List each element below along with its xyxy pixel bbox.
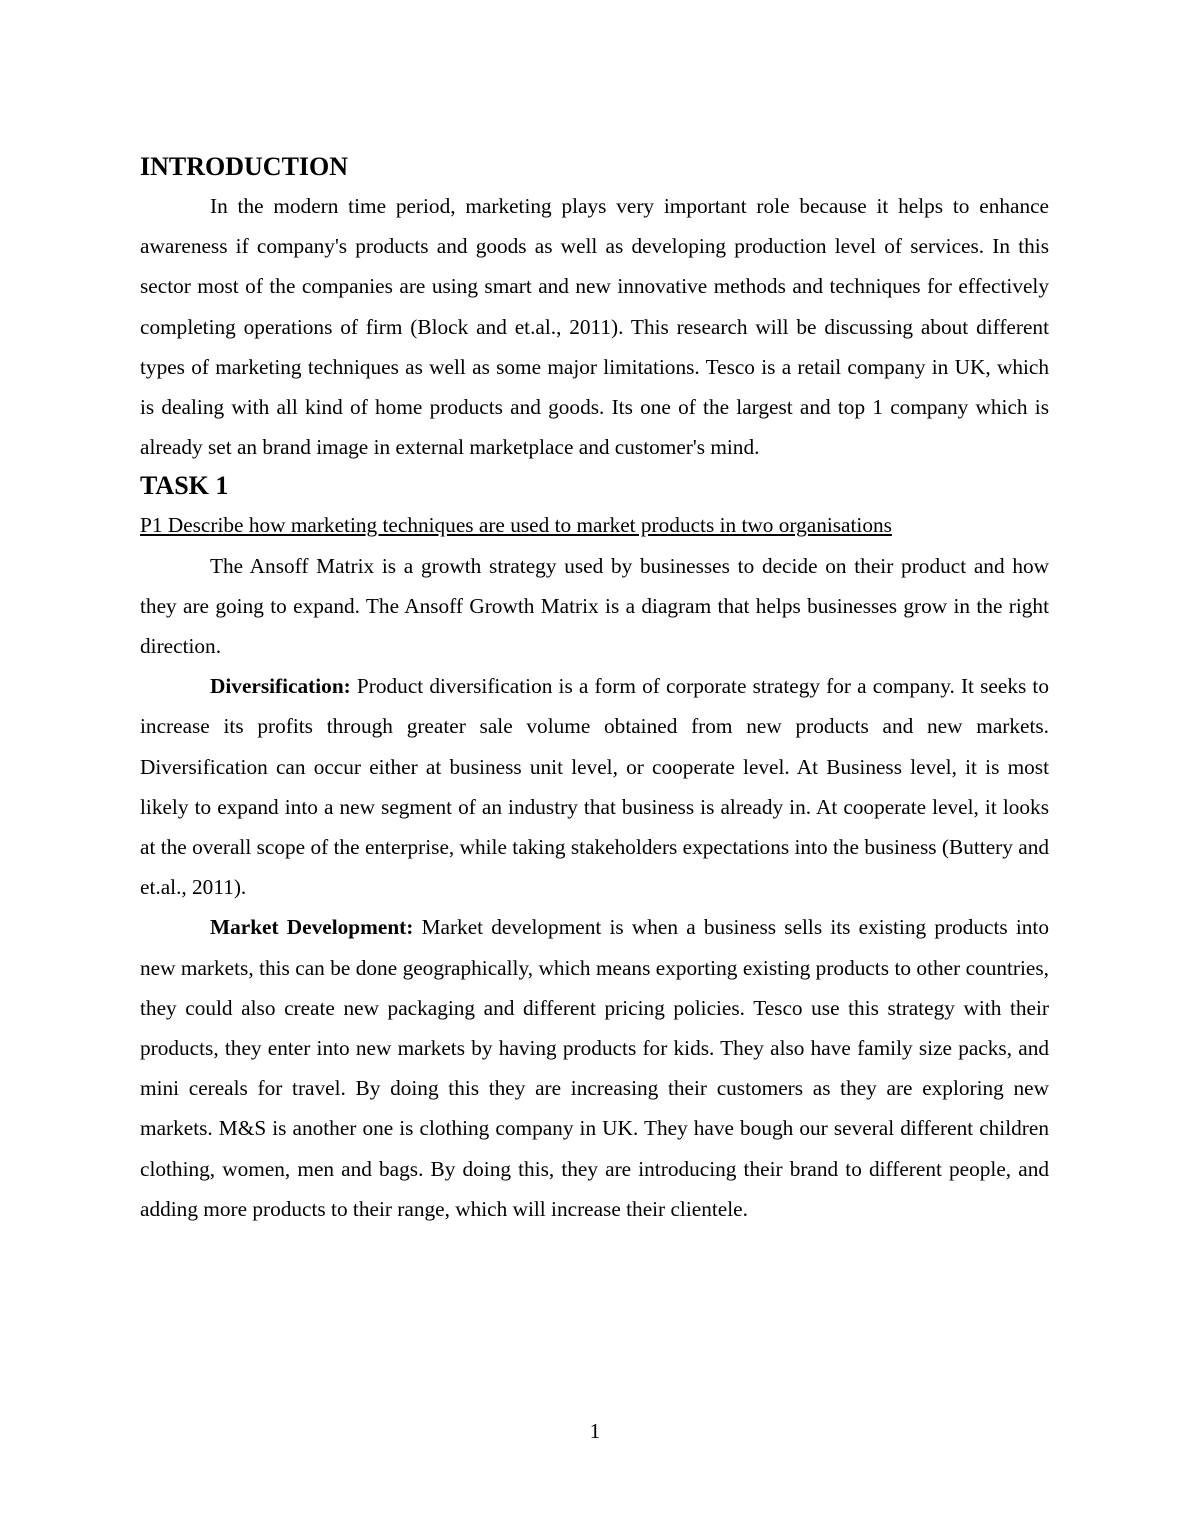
task-1-heading: TASK 1 <box>140 471 229 501</box>
page-number: 1 <box>589 1419 601 1443</box>
introduction-heading: INTRODUCTION <box>140 152 349 181</box>
diversification-text: Product diversification is a form of corporate strategy for a company. It seeks to increase its profits through greater sale volume obtained from new products and new markets. Diversification can occur either at business unit level, or cooperate level. At Business level, it is most likely to expand into a new segment of an industry that business is already in. At cooperate level, it looks at the overall scope of the enterprise, while taking stakeholders expectations into the business (Buttery and et.al., 2011). <box>140 674 1049 900</box>
diversification-paragraph <box>140 666 1049 907</box>
market-development-label: Market Development: <box>210 915 414 940</box>
ansoff-paragraph: The Ansoff Matrix is a growth strategy used by businesses to decide on their product and how they are going to expand. The Ansoff Growth Matrix is a diagram that helps businesses grow in the right direction. <box>140 553 1049 659</box>
market-development-paragraph <box>140 907 1049 1229</box>
p1-subheading: P1 Describe how marketing techniques are used to market products in two organisations <box>140 513 892 538</box>
page-content <box>140 148 1049 1229</box>
introduction-paragraph: In the modern time period, marketing plays very important role because it helps to enhance awareness if company's products and goods as well as developing production level of services. In this sector most of the companies are using smart and new innovative methods and techniques for effectively completing operations of firm (Block and et.al., 2011). This research will be discussing about different types of marketing techniques as well as some major limitations. Tesco is a retail company in UK, which is dealing with all kind of home products and goods. Its one of the largest and top 1 company which is already set an brand image in external marketplace and customer's mind. <box>140 194 1049 460</box>
diversification-label: Diversification: <box>210 674 351 699</box>
market-development-text: Market development is when a business sells its existing products into new markets, this can be done geographically, which means exporting existing products to other countries, they could also create new packaging and different pricing policies. Tesco use this strategy with their products, they enter into new markets by having products for kids. They also have family size packs, and mini cereals for travel. By doing this they are increasing their customers as they are exploring new markets. M&S is another one is clothing company in UK. They have bough our several different children clothing, women, men and bags. By doing this, they are introducing their brand to different people, and adding more products to their range, which will increase their clientele. <box>140 915 1049 1221</box>
